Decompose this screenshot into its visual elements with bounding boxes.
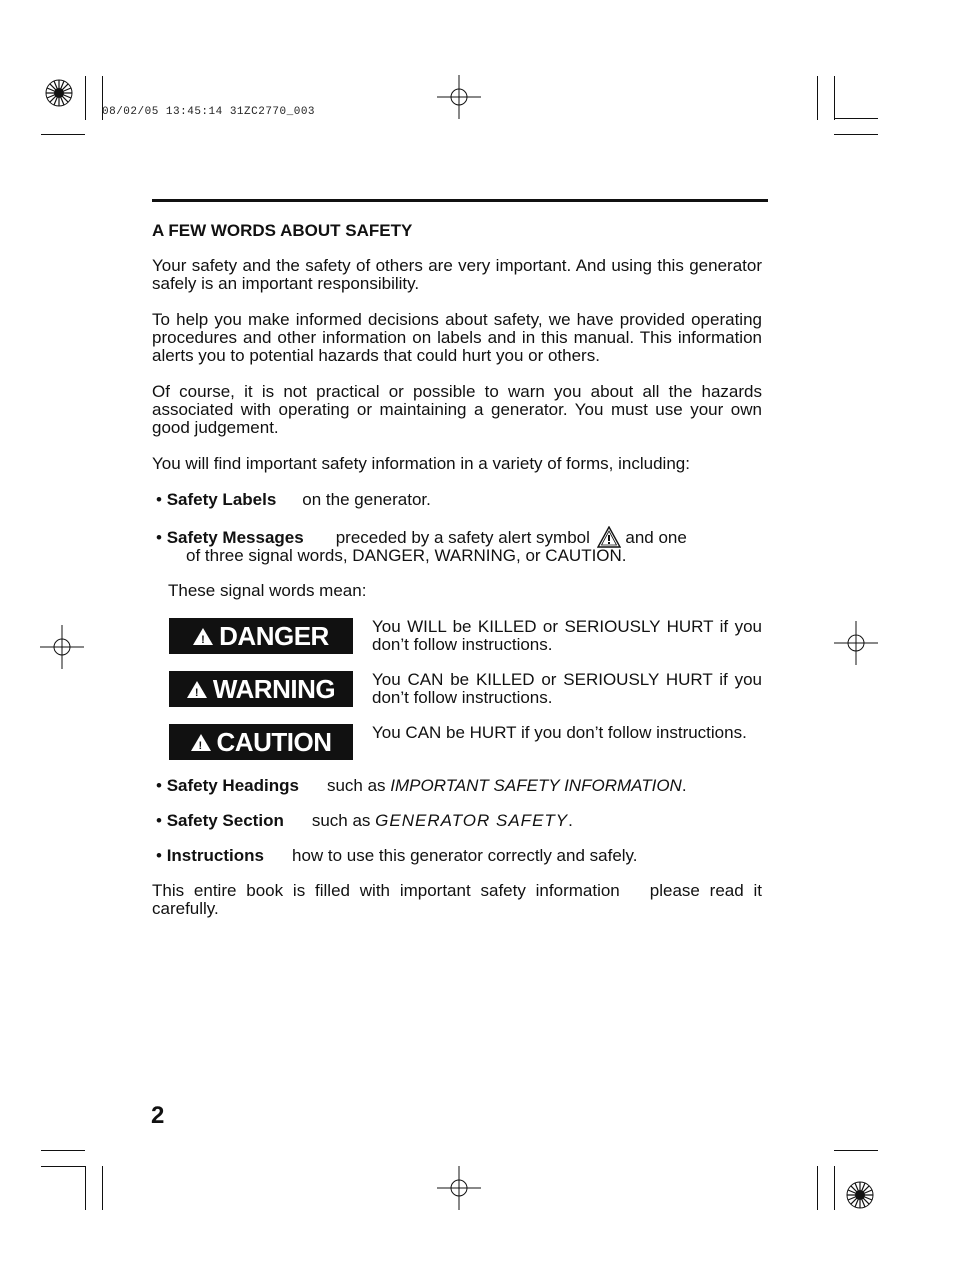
- signal-meaning: You CAN be KILLED or SERIOUSLY HURT if you don’t follow instructions.: [372, 670, 762, 707]
- bullet-text: such as: [326, 776, 386, 795]
- bullet-text: on the generator.: [302, 490, 431, 509]
- bullet-end: .: [568, 811, 573, 830]
- section-heading: A FEW WORDS ABOUT SAFETY: [152, 221, 413, 240]
- bullet-title: Safety Messages: [166, 528, 304, 547]
- signal-word: WARNING: [212, 674, 336, 704]
- caution-signal-box: [169, 724, 353, 760]
- trim-mark: [834, 118, 878, 119]
- registration-mark-icon: [40, 625, 84, 669]
- closing-text: please read it carefully.: [152, 881, 763, 918]
- trim-mark: [834, 1166, 835, 1210]
- safety-alert-triangle-icon: [191, 734, 211, 751]
- signal-word: DANGER: [219, 621, 329, 651]
- bullet-text: of three signal words, DANGER, WARNING, or CAUTION.: [186, 546, 627, 565]
- trim-mark: [102, 1166, 103, 1210]
- registration-mark-icon: [437, 1166, 481, 1210]
- safety-content: [152, 222, 762, 936]
- bullet-italic: IMPORTANT SAFETY INFORMATION: [390, 776, 682, 795]
- signal-meaning: You WILL be KILLED or SERIOUSLY HURT if you don’t follow instructions.: [372, 617, 762, 654]
- trim-mark: [834, 134, 878, 135]
- bullet-text: how to use this generator correctly and safely.: [291, 846, 638, 865]
- signal-row-warning: [152, 671, 762, 724]
- bullet-italic: GENERATOR SAFETY: [375, 811, 569, 830]
- safety-alert-triangle-icon: [193, 628, 213, 645]
- bullet-title: Safety Headings: [166, 776, 299, 795]
- bullet-text: such as: [311, 811, 371, 830]
- paragraph: You will find important safety information in a variety of forms, including:: [152, 454, 690, 473]
- bullet-safety-messages: • Safety Messages preceded by a safety alert symbol and one of three signal words, DANGER, WARNING, or CAUTION.: [156, 526, 762, 565]
- trim-mark: [834, 76, 835, 120]
- closing-paragraph: [152, 882, 762, 918]
- paragraph: Your safety and the safety of others are very important. And using this generator safely is an important responsibility.: [152, 256, 762, 293]
- trim-mark: [817, 76, 818, 120]
- bullet-text: and one: [625, 528, 687, 547]
- safety-alert-triangle-icon: [187, 681, 207, 698]
- starburst-mark-icon: [44, 78, 74, 108]
- signal-row-danger: [152, 618, 762, 671]
- closing-text: This entire book is filled with important safety information: [152, 881, 620, 900]
- starburst-mark-icon: [845, 1180, 875, 1210]
- safety-alert-triangle-icon: [597, 526, 619, 546]
- bullet-title: Safety Section: [166, 811, 284, 830]
- trim-mark: [41, 1150, 85, 1151]
- page-number: 2: [151, 1102, 165, 1129]
- bullet-safety-section: • Safety Section such as GENERATOR SAFETY.: [156, 811, 573, 830]
- bullet-instructions: • Instructions how to use this generator correctly and safely.: [156, 846, 638, 865]
- bullet-safety-headings: • Safety Headings such as IMPORTANT SAFETY INFORMATION.: [156, 776, 687, 795]
- warning-signal-box: [169, 671, 353, 707]
- trim-mark: [41, 1166, 85, 1167]
- bullet-title: Safety Labels: [166, 490, 277, 509]
- trim-mark: [41, 134, 85, 135]
- trim-mark: [85, 1166, 86, 1210]
- bullet-title: Instructions: [166, 846, 264, 865]
- signal-intro: These signal words mean:: [168, 581, 367, 600]
- paragraph: Of course, it is not practical or possible to warn you about all the hazards associated with operating or maintaining a generator. You must use your own good judgement.: [152, 382, 762, 437]
- trim-mark: [817, 1166, 818, 1210]
- trim-mark: [834, 1150, 878, 1151]
- danger-signal-box: [169, 618, 353, 654]
- registration-mark-icon: [437, 75, 481, 119]
- bullet-text: preceded by a safety alert symbol: [335, 528, 590, 547]
- bullet-safety-labels: • Safety Labels on the generator.: [156, 490, 431, 509]
- header-rule: [152, 199, 768, 202]
- signal-word: CAUTION: [216, 727, 332, 757]
- bullet-end: .: [681, 776, 687, 795]
- print-stamp: 08/02/05 13:45:14 31ZC2770_003: [102, 106, 316, 118]
- signal-row-caution: [152, 724, 762, 777]
- trim-mark: [85, 76, 86, 120]
- paragraph: To help you make informed decisions about safety, we have provided operating procedures and other information on labels and in this manual. This information alerts you to potential hazards that could hurt you or others.: [152, 310, 762, 365]
- registration-mark-icon: [834, 621, 878, 665]
- signal-meaning: You CAN be HURT if you don’t follow instructions.: [372, 723, 747, 742]
